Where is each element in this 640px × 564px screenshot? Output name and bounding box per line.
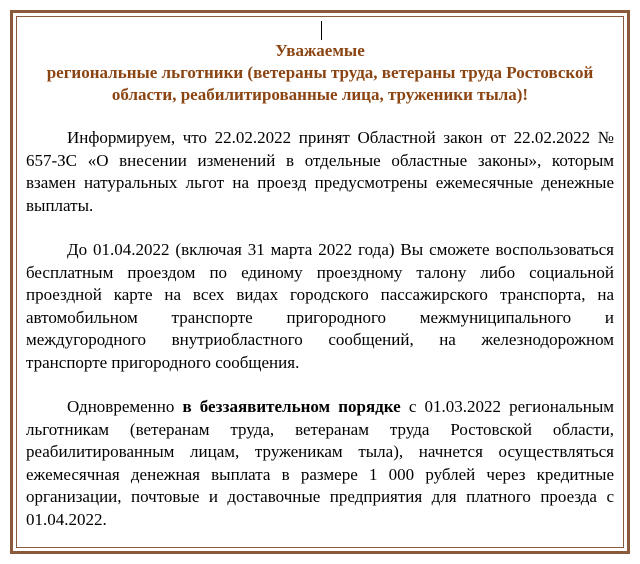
payment-text-bold: в беззаявительном порядке	[182, 397, 401, 416]
heading-addressees: региональные льготники (ветераны труда, ветераны труда Ростовской области, реабилитированные лица, труженики тыла)!	[46, 63, 594, 104]
paragraph-free-travel: До 01.04.2022 (включая 31 марта 2022 года) Вы сможете воспользоваться бесплатным проездом по единому проездному талону либо социальной проездной карте на всех видах городского пассажирского транспорта, на автомобильном транспорте пригородного межмуниципального и междугородного внутриобластного сообщений, на железнодорожном транспорте пригородного сообщения.	[26, 240, 614, 372]
paragraph-law-info: Информируем, что 22.02.2022 принят Областной закон от 22.02.2022 № 657-ЗС «О внесении изменений в отдельные областные законы», которым взамен натуральных льгот на проезд предусмотрены ежемесячные денежные выплаты.	[26, 128, 614, 215]
document-body	[26, 40, 614, 531]
heading-greeting: Уважаемые	[275, 41, 365, 60]
payment-text-start: Одновременно	[67, 397, 183, 416]
paragraph-payment	[26, 396, 614, 531]
notice-heading	[26, 40, 614, 106]
payment-text-end: с 01.03.2022 региональным льготникам (ветеранам труда, ветеранам труда Ростовской области, реабилитированным лицам, труженикам тыла), начнется осуществляться ежемесячная денежная выплата в размере 1 000 рублей через кредитные организации, почтовые и доставочные предприятия для платного проезда с 01.04.2022.	[26, 397, 615, 529]
text-cursor	[321, 21, 322, 40]
